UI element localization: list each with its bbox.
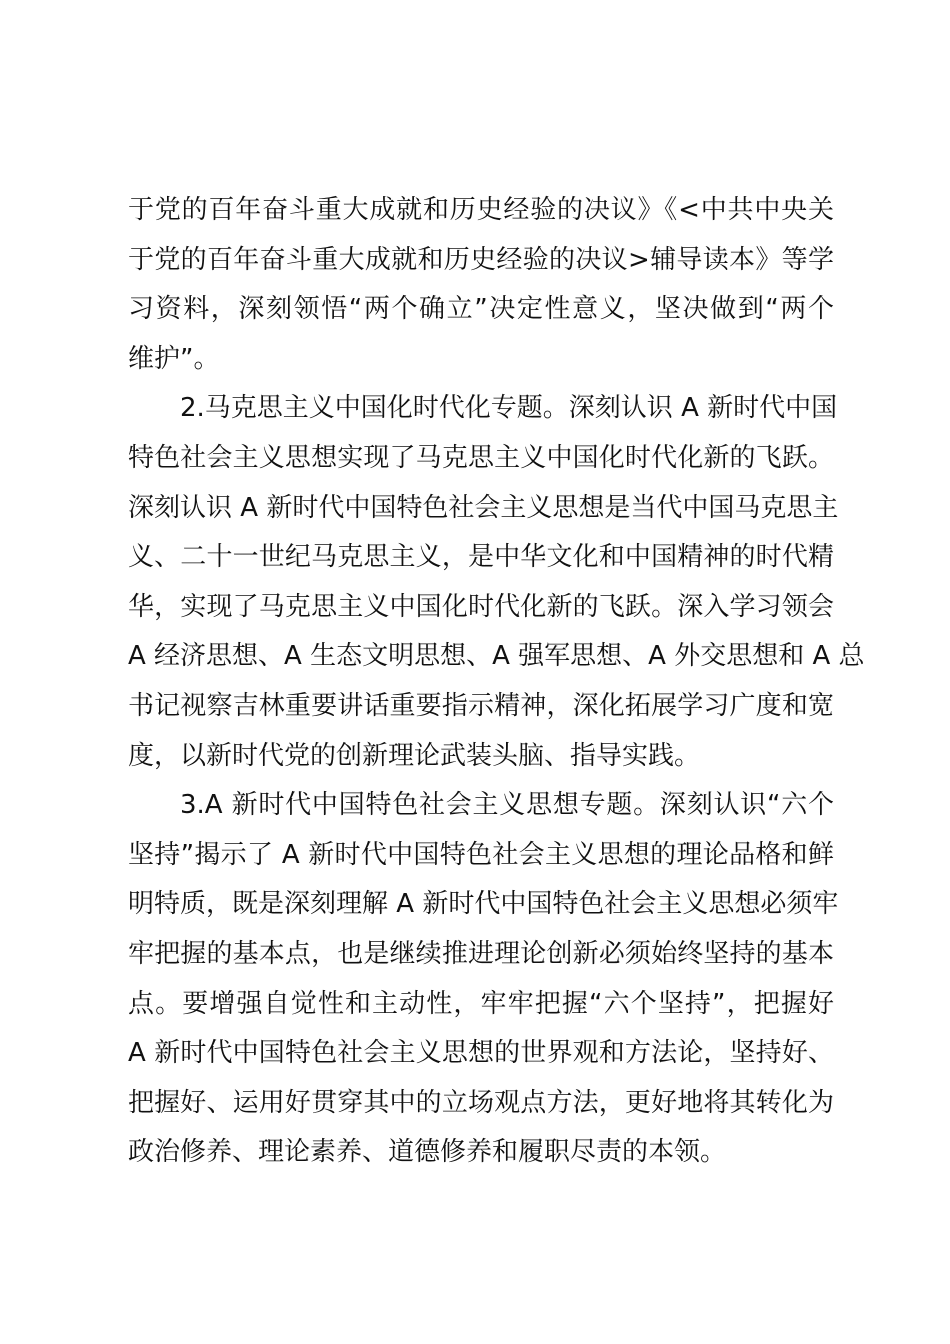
- text-line: 度，以新时代党的创新理论武装头脑、指导实践。: [128, 740, 701, 771]
- text-line: 于党的百年奋斗重大成就和历史经验的决议》《<中共中央关: [128, 195, 834, 225]
- text-line: 2.马克思主义中国化时代化专题。深刻认识 A 新时代中国: [180, 393, 838, 424]
- text-line: 于党的百年奋斗重大成就和历史经验的决议>辅导读本》等学: [128, 244, 834, 275]
- text-line: 3.A 新时代中国特色社会主义思想专题。深刻认识“六个: [180, 790, 834, 821]
- text-line: 华，实现了马克思主义中国化时代化新的飞跃。深入学习领会: [128, 591, 834, 622]
- text-line: 明特质，既是深刻理解 A 新时代中国特色社会主义思想必须牢: [128, 889, 839, 920]
- paragraph-continuation: [128, 186, 834, 384]
- text-line: 特色社会主义思想实现了马克思主义中国化时代化新的飞跃。: [128, 442, 834, 473]
- text-line: 书记视察吉林重要讲话重要指示精神，深化拓展学习广度和宽: [128, 690, 834, 721]
- text-line: 维护”。: [128, 343, 220, 374]
- text-line: 深刻认识 A 新时代中国特色社会主义思想是当代中国马克思主: [128, 492, 839, 523]
- text-line: A 新时代中国特色社会主义思想的世界观和方法论，坚持好、: [128, 1038, 834, 1069]
- text-line: 义、二十一世纪马克思主义，是中华文化和中国精神的时代精: [128, 542, 834, 573]
- text-line: 牢把握的基本点，也是继续推进理论创新必须始终坚持的基本: [128, 938, 834, 969]
- text-line: 政治修养、理论素养、道德修养和履职尽责的本领。: [128, 1137, 727, 1168]
- document-body: [128, 186, 865, 1178]
- paragraph-thought-topic: [128, 781, 839, 1178]
- text-line: 坚持”揭示了 A 新时代中国特色社会主义思想的理论品格和鲜: [128, 839, 834, 870]
- text-line: 点。要增强自觉性和主动性，牢牢把握“六个坚持”，把握好: [128, 988, 834, 1019]
- paragraph-marxism-topic: [128, 384, 865, 781]
- text-line: A 经济思想、A 生态文明思想、A 强军思想、A 外交思想和 A 总: [128, 641, 865, 672]
- text-line: 把握好、运用好贯穿其中的立场观点方法，更好地将其转化为: [128, 1087, 834, 1118]
- text-line: 习资料，深刻领悟“两个确立”决定性意义，坚决做到“两个: [128, 294, 834, 325]
